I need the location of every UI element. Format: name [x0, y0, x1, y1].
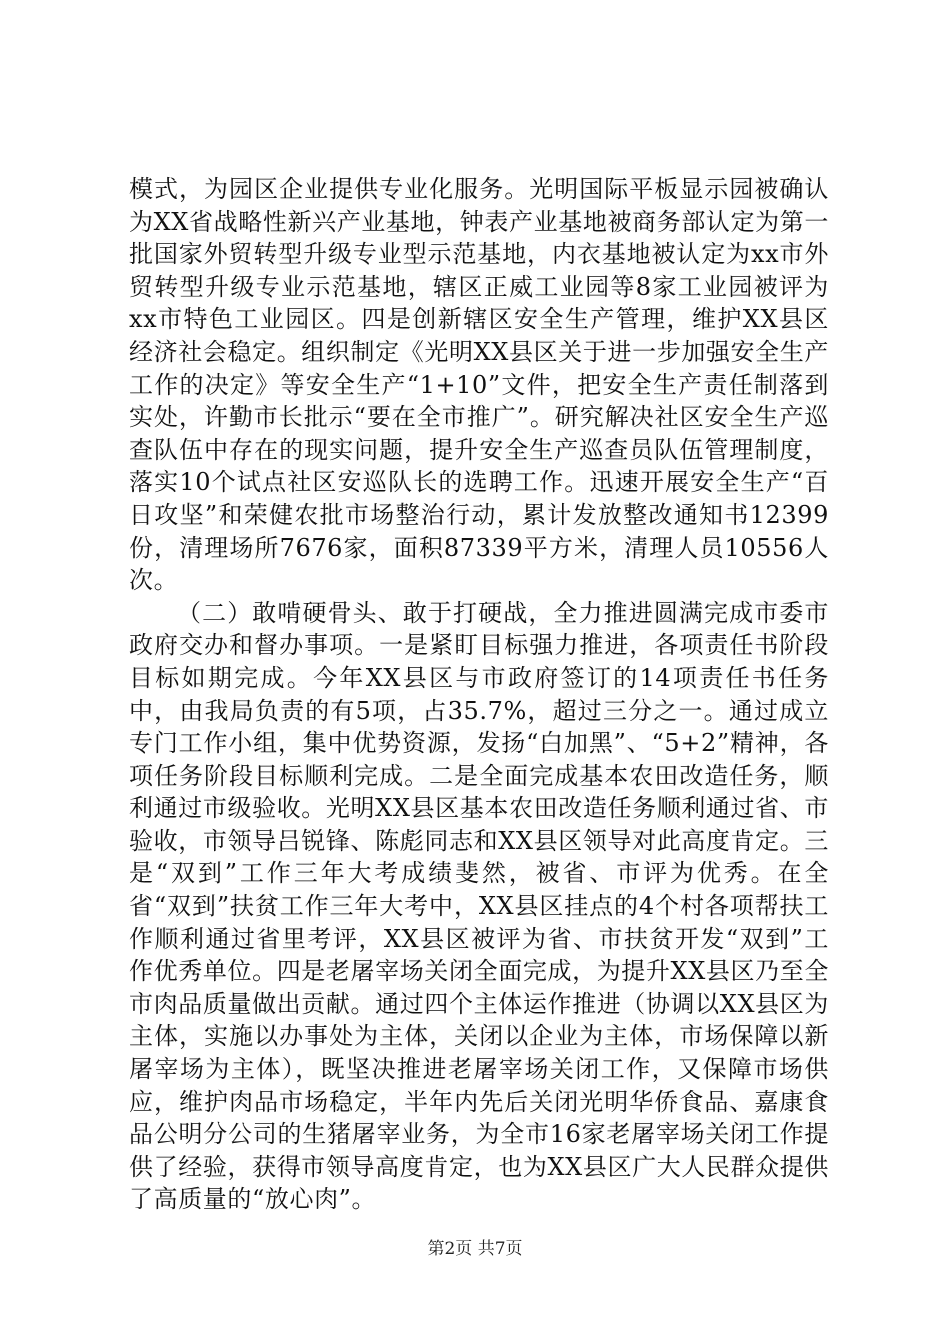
page-footer: 第2页 共7页 — [427, 1239, 523, 1259]
paragraph-2: （二）敢啃硬骨头、敢于打硬战，全力推进圆满完成市委市政府交办和督办事项。一是紧盯目标强力推进，各项责任书阶段目标如期完成。今年XX县区与市政府签订的14项责任书任务中，由我局负责的有5项，占35.7%，超过三分之一。通过成立专门工作小组，集中优势资源，发扬“白加黑”、“5+2”精神，各项任务阶段目标顺利完成。二是全面完成基本农田改造任务，顺利通过市级验收。光明XX县区基本农田改造任务顺利通过省、市验收，市领导吕锐锋、陈彪同志和XX县区领导对此高度肯定。三是“双到”工作三年大考成绩斐然，被省、市评为优秀。在全省“双到”扶贫工作三年大考中，XX县区挂点的4个村各项帮扶工作顺利通过省里考评，XX县区被评为省、市扶贫开发“双到”工作优秀单位。四是老屠宰场关闭全面完成，为提升XX县区乃至全市肉品质量做出贡献。通过四个主体运作推进（协调以XX县区为主体，实施以办事处为主体，关闭以企业为主体，市场保障以新屠宰场为主体），既坚决推进老屠宰场关闭工作，又保障市场供应，维护肉品市场稳定，半年内先后关闭光明华侨食品、嘉康食品公明分公司的生猪屠宰业务，为全市16家老屠宰场关闭工作提供了经验，获得市领导高度肯定，也为XX县区广大人民群众提供了高质量的“放心肉”。 — [129, 598, 829, 1214]
paragraph-1: 模式，为园区企业提供专业化服务。光明国际平板显示园被确认为XX省战略性新兴产业基地，钟表产业基地被商务部认定为第一批国家外贸转型升级专业型示范基地，内衣基地被认定为xx市外贸转型升级专业示范基地，辖区正威工业园等8家工业园被评为xx市特色工业园区。四是创新辖区安全生产管理，维护XX县区经济社会稳定。组织制定《光明XX县区关于进一步加强安全生产工作的决定》等安全生产“1+10”文件，把安全生产责任制落到实处，许勤市长批示“要在全市推广”。研究解决社区安全生产巡查队伍中存在的现实问题，提升安全生产巡查员队伍管理制度，落实10个试点社区安巡队长的选聘工作。迅速开展安全生产“百日攻坚”和荣健农批市场整治行动，累计发放整改通知书12399份，清理场所7676家，面积87339平方米，清理人员10556人次。 — [129, 175, 829, 595]
document-body — [129, 173, 829, 1216]
